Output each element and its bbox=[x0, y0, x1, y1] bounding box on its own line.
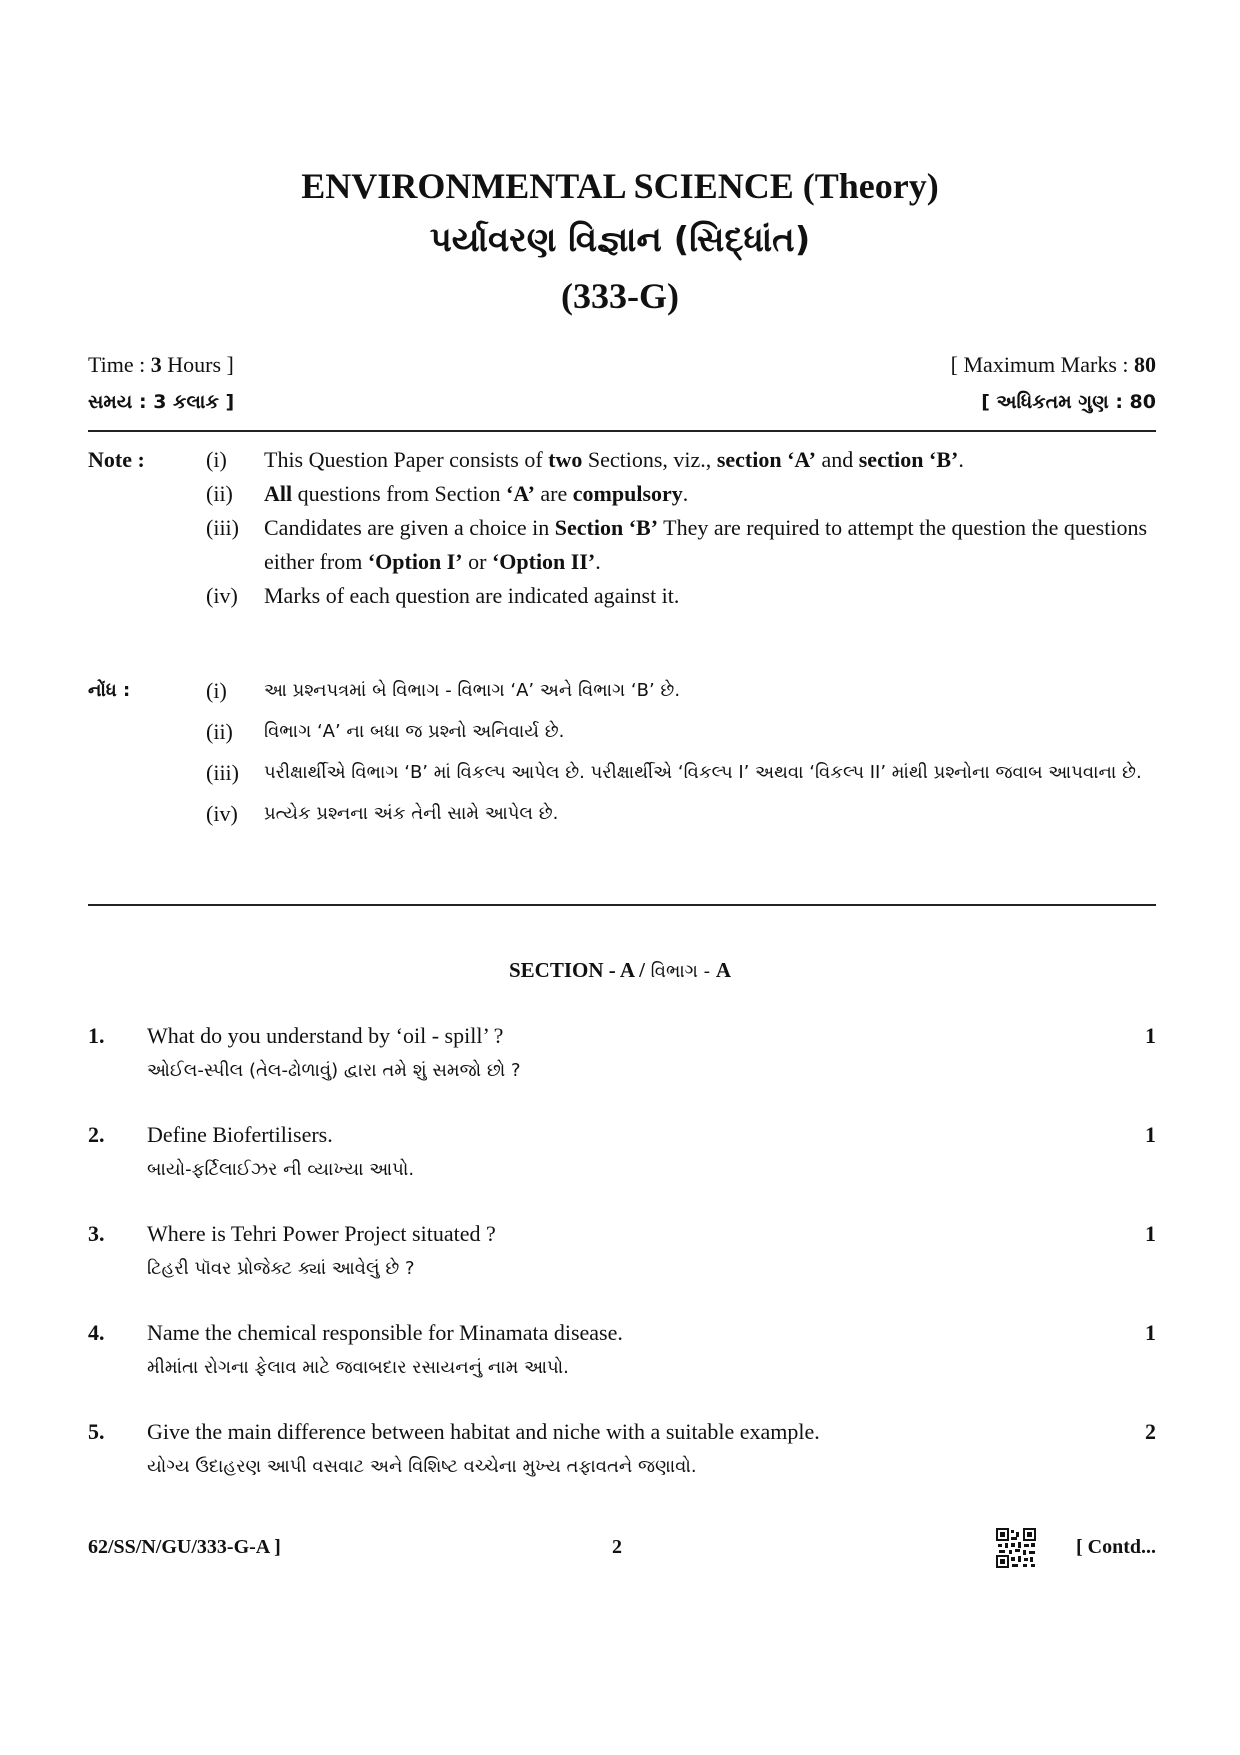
note-part: questions from Section bbox=[292, 481, 506, 506]
note-bold: ‘Option II’ bbox=[491, 549, 596, 574]
question-marks: 1 bbox=[1145, 1320, 1156, 1345]
note-text bbox=[264, 443, 1156, 477]
note-lead: Note : bbox=[88, 447, 145, 472]
question-2 bbox=[88, 1118, 1156, 1188]
note-bold: section ‘B’ bbox=[858, 447, 959, 472]
note-number: (ii) bbox=[206, 481, 233, 506]
max-marks-gujarati: [ અધિકતમ ગુણ : 80 bbox=[981, 391, 1156, 413]
note-text bbox=[264, 477, 1156, 511]
question-text-english: Define Biofertilisers. bbox=[147, 1122, 333, 1147]
time-value: 3 bbox=[150, 352, 162, 377]
note-part: or bbox=[462, 549, 492, 574]
time-gujarati: સમય : 3 કલાક ] bbox=[88, 391, 235, 413]
note-row bbox=[88, 477, 1156, 511]
section-heading-english: SECTION - A / bbox=[508, 958, 645, 982]
question-marks: 1 bbox=[1145, 1221, 1156, 1246]
note-part: This Question Paper consists of bbox=[264, 447, 549, 472]
page-number: 2 bbox=[612, 1536, 622, 1558]
paper-code: 62/SS/N/GU/333-G-A ] bbox=[88, 1536, 281, 1558]
note-part: are bbox=[534, 481, 573, 506]
max-marks-value: 80 bbox=[1134, 352, 1156, 377]
note-bold: ‘Option I’ bbox=[367, 549, 463, 574]
divider-top bbox=[88, 430, 1156, 432]
note-text: વિભાગ ‘A’ ના બધા જ પ્રશ્નો અનિવાર્ય છે. bbox=[264, 721, 565, 742]
question-text-gujarati: ઓઈલ-સ્પીલ (તેલ-ઢોળાવું) દ્વારા તમે શું સમજો છો ? bbox=[147, 1060, 521, 1081]
question-marks: 1 bbox=[1145, 1023, 1156, 1048]
question-text-english: Where is Tehri Power Project situated ? bbox=[147, 1221, 496, 1246]
question-text-gujarati: બાયો-ફર્ટિલાઈઝર ની વ્યાખ્યા આપો. bbox=[147, 1159, 415, 1180]
note-part: Candidates are given a choice in bbox=[264, 515, 555, 540]
question-number: 5. bbox=[88, 1419, 105, 1444]
question-number: 4. bbox=[88, 1320, 105, 1345]
time-english bbox=[88, 352, 234, 378]
question-number: 1. bbox=[88, 1023, 105, 1048]
note-row bbox=[88, 752, 1156, 793]
question-text-gujarati: યોગ્ય ઉદાહરણ આપી વસવાટ અને વિશિષ્ટ વચ્ચેના મુખ્ય તફાવતને જણાવો. bbox=[147, 1456, 697, 1477]
note-text: પરીક્ષાર્થીએ વિભાગ ‘B’ માં વિકલ્પ આપેલ છે. પરીક્ષાર્થીએ ‘વિકલ્પ I’ અથવા ‘વિકલ્પ II’ માંથી પ્રશ્નોના જવાબ આપવાના છે. bbox=[264, 762, 1142, 783]
notes-gujarati bbox=[88, 670, 1156, 834]
notes-english bbox=[88, 443, 1156, 613]
section-letter: A bbox=[715, 958, 732, 982]
question-5 bbox=[88, 1415, 1156, 1485]
note-part: . bbox=[595, 549, 601, 574]
note-part: They are required to attempt the question the questions either from bbox=[264, 515, 1148, 574]
note-part: Sections, viz., bbox=[582, 447, 717, 472]
note-part: . bbox=[958, 447, 964, 472]
section-heading bbox=[0, 958, 1240, 983]
continued-label: [ Contd... bbox=[1075, 1536, 1156, 1558]
max-marks-english bbox=[951, 352, 1156, 378]
note-number: (iv) bbox=[206, 801, 238, 826]
time-label: Time : bbox=[88, 352, 151, 377]
note-row bbox=[88, 670, 1156, 711]
question-text-english: Name the chemical responsible for Minamata disease. bbox=[147, 1320, 623, 1345]
note-number: (iii) bbox=[206, 760, 239, 785]
page-footer bbox=[88, 1528, 1156, 1572]
meta-row-gujarati bbox=[88, 391, 1156, 413]
note-bold: Section ‘B’ bbox=[554, 515, 659, 540]
question-3 bbox=[88, 1217, 1156, 1287]
question-text-english: What do you understand by ‘oil - spill’ ? bbox=[147, 1023, 504, 1048]
question-marks: 2 bbox=[1145, 1419, 1156, 1444]
note-row bbox=[88, 711, 1156, 752]
note-row bbox=[88, 579, 1156, 613]
time-unit: Hours ] bbox=[161, 352, 234, 377]
note-number: (i) bbox=[206, 447, 227, 472]
note-text: પ્રત્યેક પ્રશ્નના અંક તેની સામે આપેલ છે. bbox=[264, 803, 559, 824]
question-number: 3. bbox=[88, 1221, 105, 1246]
max-marks-label: [ Maximum Marks : bbox=[950, 352, 1134, 377]
qr-code-icon bbox=[996, 1528, 1036, 1568]
note-number: (ii) bbox=[206, 719, 233, 744]
note-text: Marks of each question are indicated against it. bbox=[264, 583, 680, 608]
note-part: . bbox=[682, 481, 689, 506]
title-english: ENVIRONMENTAL SCIENCE (Theory) bbox=[301, 166, 939, 206]
question-1 bbox=[88, 1019, 1156, 1089]
note-text: આ પ્રશ્નપત્રમાં બે વિભાગ - વિભાગ ‘A’ અને વિભાગ ‘B’ છે. bbox=[264, 680, 681, 701]
note-part: and bbox=[815, 447, 859, 472]
title-block bbox=[0, 168, 1240, 317]
note-lead-gujarati: નોંધ : bbox=[88, 680, 131, 701]
note-number: (iii) bbox=[206, 515, 239, 540]
question-4 bbox=[88, 1316, 1156, 1386]
note-bold: section ‘A’ bbox=[716, 447, 816, 472]
subject-code: (333-G) bbox=[561, 275, 679, 316]
question-number: 2. bbox=[88, 1122, 105, 1147]
note-bold: two bbox=[548, 447, 583, 472]
note-bold: ‘A’ bbox=[506, 481, 535, 506]
note-bold: All bbox=[264, 481, 293, 506]
section-heading-gujarati: વિભાગ - bbox=[644, 961, 716, 982]
note-text bbox=[264, 511, 1156, 579]
note-row bbox=[88, 511, 1156, 579]
note-number: (i) bbox=[206, 678, 227, 703]
question-marks: 1 bbox=[1145, 1122, 1156, 1147]
note-row bbox=[88, 793, 1156, 834]
note-number: (iv) bbox=[206, 583, 238, 608]
note-bold: compulsory bbox=[572, 481, 683, 506]
title-gujarati: પર્યાવરણ વિજ્ઞાન (સિદ્ધાંત) bbox=[429, 220, 811, 260]
question-text-gujarati: મીમાંતા રોગના ફેલાવ માટે જવાબદાર રસાયનનું નામ આપો. bbox=[147, 1357, 569, 1378]
question-text-gujarati: ટિહરી પૉવર પ્રોજેક્ટ ક્યાં આવેલું છે ? bbox=[147, 1258, 415, 1279]
question-text-english: Give the main difference between habitat and niche with a suitable example. bbox=[147, 1419, 820, 1444]
note-row bbox=[88, 443, 1156, 477]
divider-bottom bbox=[88, 904, 1156, 906]
meta-row-english bbox=[88, 352, 1156, 378]
